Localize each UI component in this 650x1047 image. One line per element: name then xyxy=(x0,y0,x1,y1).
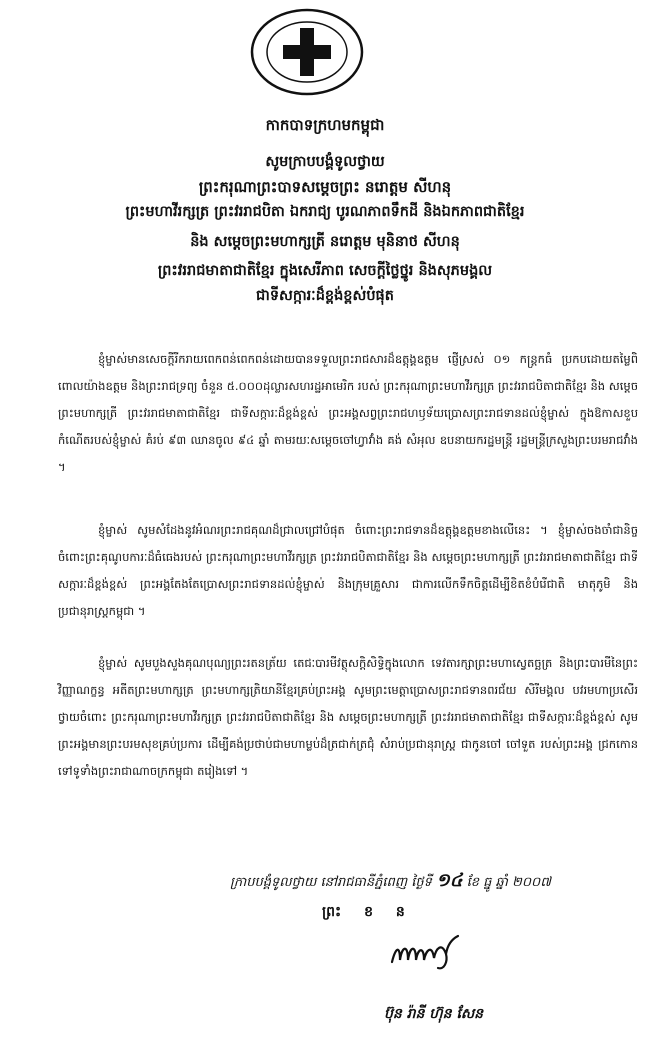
closing-text: ក្រាបបង្គំទូលថ្វាយ នៅរាជធានីភ្នំពេញ ថ្ងៃទី xyxy=(230,875,432,890)
organization-name: កាកបាទក្រហមកម្ពុជា xyxy=(265,116,385,134)
handwritten-signature xyxy=(388,932,462,972)
closing-place-date xyxy=(230,868,551,895)
closing-month-year: ខែ ធ្នូ ឆ្នាំ ២០០៧ xyxy=(466,875,551,890)
letter-paragraph-1 xyxy=(58,346,638,481)
cambodian-red-cross-logo xyxy=(243,6,371,98)
addressee-line-queen-title: ព្រះវររាជមាតាជាតិខ្មែរ ក្នុងសេរីភាព សេចក្តីថ្លៃថ្នូរ និងសុភមង្គល xyxy=(157,263,493,279)
salutation-line: សូមក្រាបបង្គំទូលថ្វាយ xyxy=(265,154,385,170)
paragraph-text: ខ្ញុំម្ចាស់ សូមបួងសួងគុណបុណ្យព្រះរតនត្រ័យ តេជៈបារមីវត្ថុសក្តិសិទ្ធិក្នុងលោក ទេវតារក្សាព្រះមហាស្វេតច្ឆត្រ និងព្រះបារមីនៃព្រះវិញ្ញាណក្ខន្ធ អតីតព្រះមហាក្សត្រ ព្រះមហាក្សត្រិយានីខ្មែរគ្រប់ព្រះអង្គ សូមព្រះមេត្តាប្រោសព្រះរាជទានពរជ័យ សិរីមង្គល បវរមហាប្រសើរ ថ្វាយចំពោះ ព្រះករុណាព្រះមហាវីរក្សត្រ ព្រះវររាជបិតាជាតិខ្មែរ និង សម្តេចព្រះមហាក្សត្រី ព្រះវររាជមាតាជាតិខ្មែរ ជាទីសក្ការៈដ៏ខ្ពង់ខ្ពស់ សូមព្រះអង្គមានព្រះបរមសុខគ្រប់ប្រការ ដើម្បីគង់ប្រថាប់ជាមហាម្លប់ដ៏ត្រជាក់ត្រជុំ សំរាប់ប្រជានុរាស្ត្រ ជាកូនចៅ ចៅទួត របស់ព្រះអង្គ ជ្រកកោនទៅទូទាំងព្រះរាជាណាចក្រកម្ពុជា តរៀងទៅ ។ xyxy=(58,656,638,778)
red-cross-seal-icon xyxy=(243,6,371,98)
paragraph-text: ខ្ញុំម្ចាស់ សូមសំដែងនូវអំណរព្រះរាជគុណដ៏ជ្រាលជ្រៅបំផុត ចំពោះព្រះរាជទានដ៏ឧត្តុង្គឧត្តមខាងលើនេះ ។ ខ្ញុំម្ចាស់ចងចាំជានិច្ចចំពោះព្រះគុណូបការៈដ៏ធំធេងរបស់ ព្រះករុណាព្រះមហាវីរក្សត្រ ព្រះវររាជបិតាជាតិខ្មែរ និង សម្តេចព្រះមហាក្សត្រី ព្រះវររាជមាតាជាតិខ្មែរ ជាទីសក្ការៈដ៏ខ្ពង់ខ្ពស់ ព្រះអង្គតែងតែប្រោសព្រះរាជទានដល់ខ្ញុំម្ចាស់ និងក្រុមគ្រួសារ ជាការលើកទឹកចិត្តដើម្បីខិតខំបំរើជាតិ មាតុភូមិ និងប្រជានុរាស្ត្រកម្ពុជា ។ xyxy=(58,523,638,618)
signer-name: ប៊ុន រ៉ានី ហ៊ុន សែន xyxy=(384,1006,484,1022)
closing-day: ១៤ xyxy=(436,870,463,891)
addressee-line-queen: និង សម្តេចព្រះមហាក្សត្រី នរោត្តម មុនិនាថ សីហនុ xyxy=(190,234,460,250)
signature-icon xyxy=(388,932,462,972)
addressee-line-king-title: ព្រះមហាវីរក្សត្រ ព្រះវររាជបិតា ឯករាជ្យ បូរណភាពទឹកដី និងឯកភាពជាតិខ្មែរ xyxy=(125,204,525,220)
addressee-line-king: ព្រះករុណាព្រះបាទសម្តេចព្រះ នរោត្តម សីហនុ xyxy=(198,178,452,196)
paragraph-text: ខ្ញុំម្ចាស់មានសេចក្តីរីករាយពេកពន់ពេកពន់ដោយបានទទួលព្រះរាជសារដ៏ឧត្តុង្គឧត្តម ផ្ញើស្រស់ ០១ កន្ត្រកធំ ប្រកបដោយតម្លៃពិពោលយ៉ាងឧត្តម និងព្រះរាជទ្រព្យ ចំនួន ៥.០០០ដុល្លារសហរដ្ឋអាមេរិក របស់ ព្រះករុណាព្រះមហាវីរក្សត្រ ព្រះវររាជបិតាជាតិខ្មែរ និង សម្តេចព្រះមហាក្សត្រី ព្រះវររាជមាតាជាតិខ្មែរ ជាទីសក្ការៈដ៏ខ្ពង់ខ្ពស់ ព្រះអង្គសព្វព្រះរាជហឫទ័យប្រោសព្រះរាជទានដល់ខ្ញុំម្ចាស់ ក្នុងឱកាសខួបកំណើតរបស់ខ្ញុំម្ចាស់ គំរប់ ៩៣ ឈានចូល ៩៤ ឆ្នាំ តាមរយៈសម្តេចចៅហ្វាវាំង គង់ សំអុល ឧបនាយករដ្ឋមន្ត្រី រដ្ឋមន្ត្រីក្រសួងព្រះបរមរាជវាំង ។ xyxy=(58,352,638,474)
letter-paragraph-2 xyxy=(58,517,638,625)
letter-paragraph-3 xyxy=(58,650,638,785)
lunar-date-line: ព្រះ ខ ន xyxy=(322,904,414,920)
addressee-line-honorific: ជាទីសក្ការៈដ៏ខ្ពង់ខ្ពស់បំផុត xyxy=(256,288,394,304)
